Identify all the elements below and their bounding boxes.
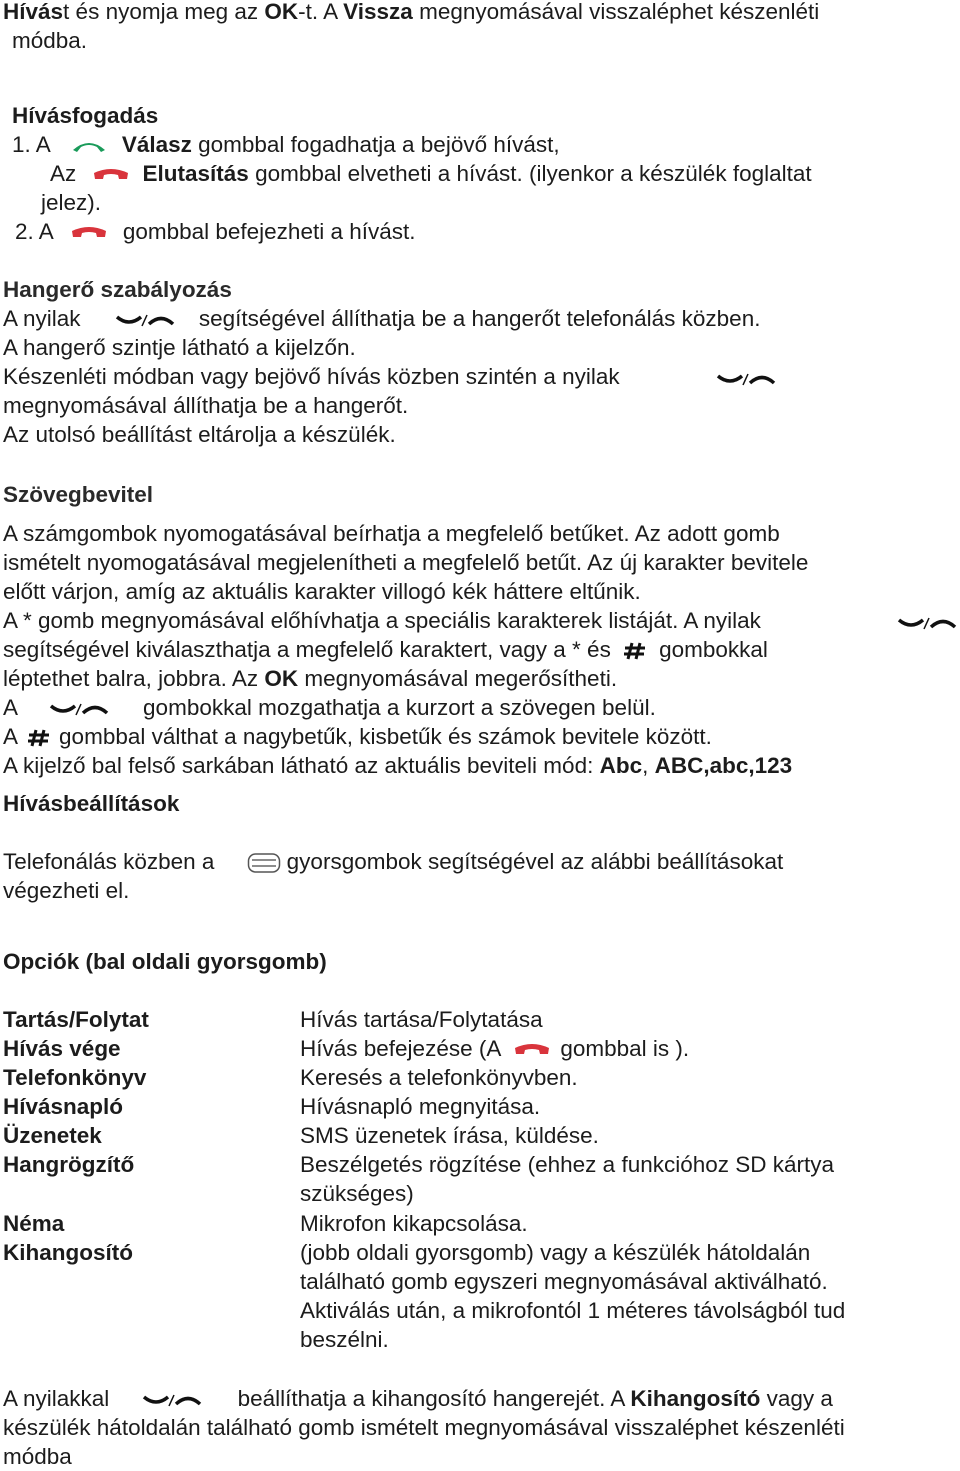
footer-line-2: készülék hátoldalán található gomb ismételt megnyomásával visszaléphet készenléti bbox=[3, 1415, 845, 1440]
arrow-keys-icon bbox=[115, 311, 177, 329]
text: A bbox=[3, 695, 17, 720]
option-term: Néma bbox=[3, 1211, 65, 1236]
text: gombokkal mozgathatja a kurzort a szövegen belül. bbox=[143, 695, 656, 720]
option-desc: (jobb oldali gyorsgomb) vagy a készülék hátoldalán bbox=[300, 1240, 811, 1265]
bold-term: Válasz bbox=[121, 132, 192, 157]
option-term: Kihangosító bbox=[3, 1240, 133, 1265]
option-desc: Keresés a telefonkönyvben. bbox=[300, 1065, 578, 1090]
text-input-line-7 bbox=[3, 693, 656, 722]
hash-key-icon bbox=[623, 641, 647, 661]
arrow-keys-icon bbox=[716, 370, 778, 388]
volume-line-4: megnyomásával állíthatja be a hangerőt. bbox=[3, 393, 409, 418]
red-phone-icon bbox=[91, 167, 131, 183]
text: beállíthatja a kihangosító hangerejét. A bbox=[237, 1386, 631, 1411]
call-answer-line-2 bbox=[50, 159, 812, 188]
bold-term: Abc bbox=[599, 753, 643, 778]
section-heading-volume: Hangerő szabályozás bbox=[3, 277, 232, 302]
green-phone-icon bbox=[70, 138, 108, 154]
option-desc bbox=[300, 1034, 689, 1063]
text: léptethet balra, jobbra. Az bbox=[3, 666, 265, 691]
option-desc: beszélni. bbox=[300, 1327, 389, 1352]
option-term: Hívásnapló bbox=[3, 1094, 124, 1119]
text: gombbal befejezheti a hívást. bbox=[122, 219, 416, 244]
text: gombbal válthat a nagybetűk, kisbetűk és számok bevitele között. bbox=[59, 724, 712, 749]
bold-term: OK bbox=[264, 0, 299, 24]
text: gombbal fogadhatja a bejövő hívást, bbox=[191, 132, 560, 157]
option-desc: Beszélgetés rögzítése (ehhez a funkcióhoz SD kártya bbox=[300, 1152, 835, 1177]
call-answer-line-1 bbox=[12, 130, 560, 159]
option-term: Hangrögzítő bbox=[3, 1152, 135, 1177]
text-input-line-2: ismételt nyomogatásával megjelenítheti a megfelelő betűt. Az új karakter bevitele bbox=[3, 550, 809, 575]
text: vagy a bbox=[760, 1386, 833, 1411]
text: segítségével kiválaszthatja a megfelelő karaktert, vagy a * és bbox=[3, 637, 611, 662]
text: A kijelző bal felső sarkában látható az aktuális beviteli mód: bbox=[3, 753, 600, 778]
bold-term: Vissza bbox=[343, 0, 413, 24]
option-term: Hívás vége bbox=[3, 1036, 121, 1061]
text: gombbal elvetheti a hívást. (ilyenkor a készülék foglaltat bbox=[248, 161, 812, 186]
section-heading-options: Opciók (bal oldali gyorsgomb) bbox=[3, 949, 327, 974]
text: A bbox=[3, 724, 17, 749]
bold-term: Elutasítás bbox=[142, 161, 249, 186]
option-desc: Aktiválás után, a mikrofontól 1 méteres távolságból tud bbox=[300, 1298, 846, 1323]
option-desc: Mikrofon kikapcsolása. bbox=[300, 1211, 528, 1236]
option-desc: Hívás tartása/Folytatása bbox=[300, 1007, 543, 1032]
text: gombbal is ). bbox=[560, 1036, 690, 1061]
text: , bbox=[642, 753, 655, 778]
text: Az bbox=[50, 161, 77, 186]
text: Telefonálás közben a bbox=[3, 849, 215, 874]
text: gombokkal bbox=[659, 637, 768, 662]
arrow-keys-icon bbox=[49, 700, 111, 718]
text: A nyilak bbox=[3, 306, 81, 331]
section-heading-text-input: Szövegbevitel bbox=[3, 482, 154, 507]
call-settings-line-2: végezheti el. bbox=[3, 878, 130, 903]
volume-line-3: Készenléti módban vagy bejövő hívás közben szintén a nyilak bbox=[3, 364, 620, 389]
option-term: Telefonkönyv bbox=[3, 1065, 147, 1090]
text: Hívás befejezése (A bbox=[300, 1036, 501, 1061]
red-phone-icon bbox=[69, 225, 109, 241]
volume-line-1 bbox=[3, 304, 760, 333]
text: segítségével állíthatja be a hangerőt telefonálás közben. bbox=[198, 306, 761, 331]
text: A nyilakkal bbox=[3, 1386, 110, 1411]
text-input-line-1: A számgombok nyomogatásával beírhatja a megfelelő betűket. Az adott gomb bbox=[3, 521, 780, 546]
text-input-line-5 bbox=[3, 635, 768, 664]
volume-line-5: Az utolsó beállítást eltárolja a készülék. bbox=[3, 422, 396, 447]
bold-term: ABC,abc,123 bbox=[654, 753, 793, 778]
section-heading-call-answer: Hívásfogadás bbox=[12, 103, 159, 128]
text-input-line-9 bbox=[3, 751, 792, 780]
intro-line-1 bbox=[3, 0, 819, 26]
option-desc: SMS üzenetek írása, küldése. bbox=[300, 1123, 599, 1148]
red-phone-icon bbox=[512, 1042, 552, 1058]
option-desc: található gomb egyszeri megnyomásával aktiválható. bbox=[300, 1269, 828, 1294]
text: 1. A bbox=[12, 132, 50, 157]
footer-line-3: módba bbox=[3, 1444, 72, 1469]
footer-line-1 bbox=[3, 1384, 833, 1413]
text: megnyomásával visszaléphet készenléti bbox=[412, 0, 820, 24]
text: megnyomásával megerősítheti. bbox=[298, 666, 618, 691]
arrow-keys-icon bbox=[897, 614, 959, 632]
hash-key-icon bbox=[27, 728, 51, 748]
call-answer-line-3: jelez). bbox=[41, 190, 102, 215]
text-input-line-8 bbox=[3, 722, 712, 751]
call-settings-line-1 bbox=[3, 847, 783, 876]
text: -t. A bbox=[298, 0, 344, 24]
call-answer-line-4 bbox=[15, 217, 416, 246]
bold-term: OK bbox=[264, 666, 299, 691]
bold-term: Kihangosító bbox=[630, 1386, 761, 1411]
text-input-line-6 bbox=[3, 664, 617, 693]
volume-line-2: A hangerő szintje látható a kijelzőn. bbox=[3, 335, 356, 360]
text: 2. A bbox=[15, 219, 53, 244]
text-input-line-4: A * gomb megnyomásával előhívhatja a speciális karakterek listáját. A nyilak bbox=[3, 608, 761, 633]
text-input-line-3: előtt várjon, amíg az aktuális karakter villogó kék háttere eltűnik. bbox=[3, 579, 641, 604]
option-desc: szükséges) bbox=[300, 1181, 414, 1206]
option-term: Üzenetek bbox=[3, 1123, 102, 1148]
text: t és nyomja meg az bbox=[63, 0, 265, 24]
intro-line-2: módba. bbox=[12, 28, 88, 53]
option-desc: Hívásnapló megnyitása. bbox=[300, 1094, 541, 1119]
softkey-icon bbox=[247, 852, 281, 874]
text: gyorsgombok segítségével az alábbi beállításokat bbox=[286, 849, 784, 874]
bold-term: Hívás bbox=[3, 0, 64, 24]
arrow-keys-icon bbox=[142, 1391, 204, 1409]
section-heading-call-settings: Hívásbeállítások bbox=[3, 791, 180, 816]
option-term: Tartás/Folytat bbox=[3, 1007, 149, 1032]
